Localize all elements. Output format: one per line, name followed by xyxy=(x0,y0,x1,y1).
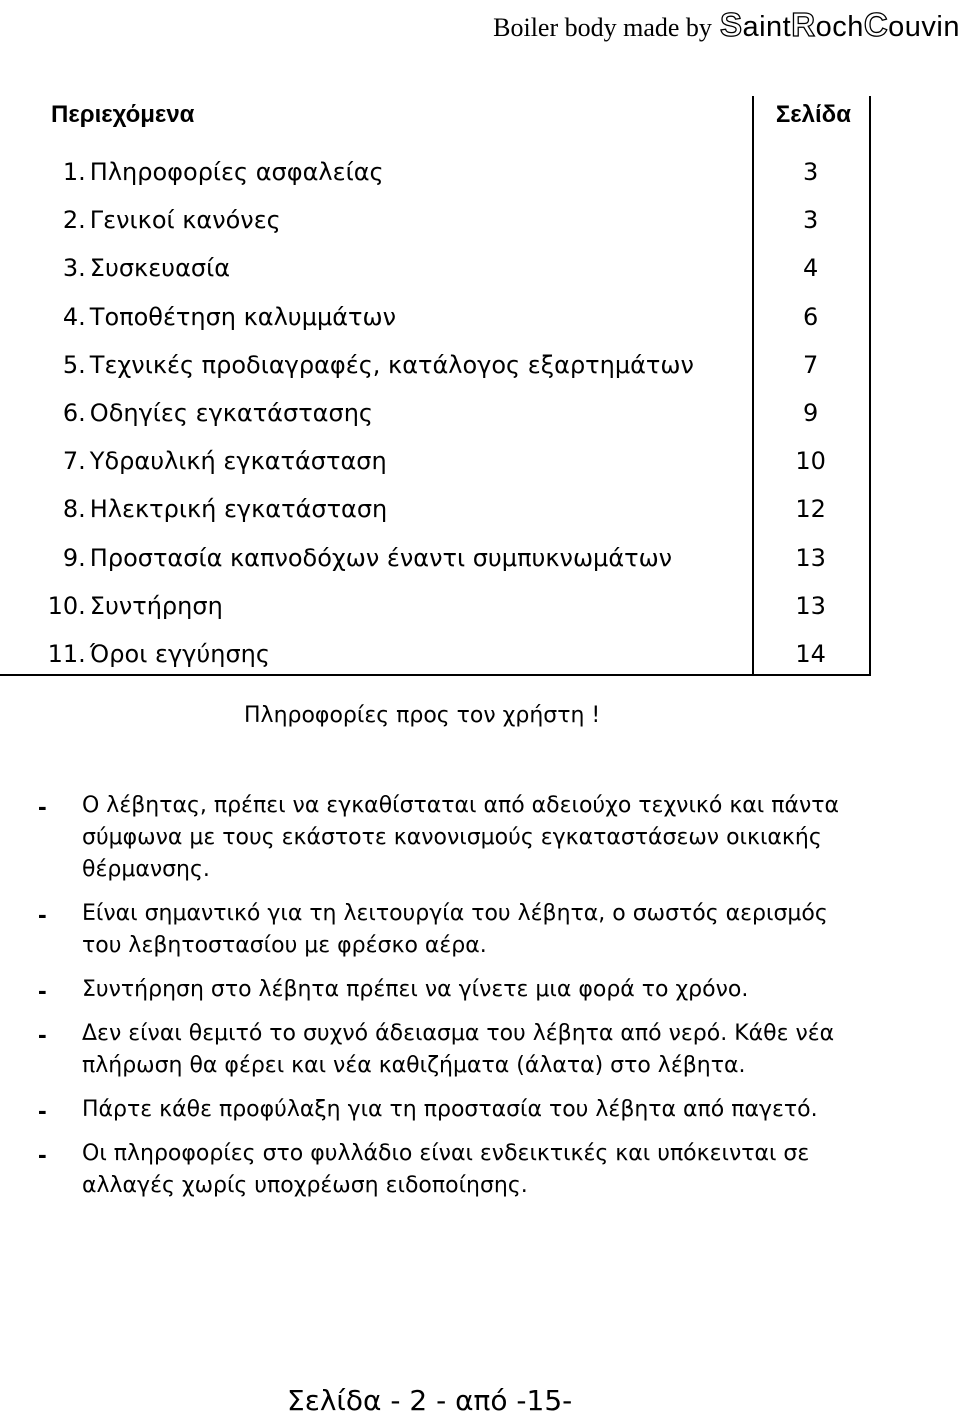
toc-item-page: 10 xyxy=(795,447,826,476)
toc-item-number: 10. xyxy=(47,591,86,620)
toc-item xyxy=(0,437,869,485)
toc-item xyxy=(0,534,869,582)
toc-item-number: 4. xyxy=(62,302,86,331)
toc-item-page: 7 xyxy=(802,350,819,379)
toc-list xyxy=(0,148,869,678)
toc-item-number: 3. xyxy=(62,254,86,283)
toc-item-number: 1. xyxy=(62,158,86,187)
brand-cap-2: R xyxy=(791,6,816,43)
toc-item-number: 6. xyxy=(62,399,86,428)
brand-rest-2: och xyxy=(815,11,864,43)
toc-item-page: 4 xyxy=(802,254,819,283)
list-item xyxy=(38,974,918,1006)
dash-marker: - xyxy=(38,899,47,929)
toc-item-number: 2. xyxy=(62,206,86,235)
toc-item-title: Τοποθέτηση καλυμμάτων xyxy=(89,302,397,331)
toc-item-page: 3 xyxy=(802,206,819,235)
page-header xyxy=(493,6,960,48)
list-item xyxy=(38,1018,918,1082)
list-item xyxy=(38,790,918,886)
header-made-by: Boiler body made by xyxy=(493,13,712,42)
list-item-text: Δεν είναι θεμιτό το συχνό άδειασμα του λέβητα από νερό. Κάθε νέα πλήρωση θα φέρει και νέα καθιζήματα (άλατα) στο λέβητα. xyxy=(82,1021,835,1078)
dash-marker: - xyxy=(38,1019,47,1049)
toc-item-page: 6 xyxy=(802,302,819,331)
toc-item-page: 13 xyxy=(795,543,826,572)
toc-item xyxy=(0,485,869,533)
toc-item xyxy=(0,148,869,196)
list-item-text: Οι πληροφορίες στο φυλλάδιο είναι ενδεικτικές και υπόκεινται σε αλλαγές χωρίς υποχρέωση ειδοποίησης. xyxy=(82,1141,810,1198)
toc-header-row xyxy=(51,101,851,129)
toc-item-title: Ηλεκτρική εγκατάσταση xyxy=(89,495,388,524)
toc-item-page: 13 xyxy=(795,591,826,620)
toc-item xyxy=(0,196,869,244)
toc-item xyxy=(0,293,869,341)
list-item xyxy=(38,898,918,962)
toc-page-heading: Σελίδα xyxy=(775,101,851,128)
list-item xyxy=(38,1138,918,1202)
toc-item-title: Συσκευασία xyxy=(89,254,231,283)
toc-item-page: 14 xyxy=(795,639,826,668)
list-item-text: Ο λέβητας, πρέπει να εγκαθίσταται από αδειούχο τεχνικό και πάντα σύμφωνα με τους εκάστοτε κανονισμούς εγκαταστάσεων οικιακής θέρμανσης. xyxy=(82,793,840,882)
list-item xyxy=(38,1094,918,1126)
user-info-list xyxy=(38,790,918,1214)
toc-item-number: 11. xyxy=(47,639,86,668)
brand-cap-3: C xyxy=(863,6,889,43)
toc-item-page: 3 xyxy=(802,158,819,187)
page-number-footer: Σελίδα - 2 - από -15- xyxy=(287,1384,573,1417)
toc-item-page: 9 xyxy=(802,399,819,428)
toc-item xyxy=(0,389,869,437)
toc-item xyxy=(0,582,869,630)
brand-cap-1: S xyxy=(719,6,743,43)
toc-item-title: Συντήρηση xyxy=(89,591,223,620)
toc-item-number: 5. xyxy=(62,350,86,379)
dash-marker: - xyxy=(38,1139,47,1169)
toc-item xyxy=(0,630,869,678)
dash-marker: - xyxy=(38,1095,47,1125)
table-of-contents xyxy=(0,96,871,676)
toc-item-title: Τεχνικές προδιαγραφές, κατάλογος εξαρτημάτων xyxy=(89,350,694,379)
toc-item-title: Υδραυλική εγκατάσταση xyxy=(89,447,387,476)
list-item-text: Είναι σημαντικό για τη λειτουργία του λέβητα, ο σωστός αερισμός του λεβητοστασίου με φρέσκο αέρα. xyxy=(82,901,828,958)
toc-item-title: Προστασία καπνοδόχων έναντι συμπυκνωμάτων xyxy=(89,543,673,572)
brand-logo xyxy=(720,6,960,44)
toc-item-title: Πληροφορίες ασφαλείας xyxy=(89,158,384,187)
toc-item xyxy=(0,244,869,292)
dash-marker: - xyxy=(38,975,47,1005)
toc-item-title: Γενικοί κανόνες xyxy=(89,206,281,235)
toc-item-title: Οδηγίες εγκατάστασης xyxy=(89,399,373,428)
toc-item-number: 7. xyxy=(62,447,86,476)
toc-item-number: 8. xyxy=(62,495,86,524)
dash-marker: - xyxy=(38,791,47,821)
list-item-text: Συντήρηση στο λέβητα πρέπει να γίνετε μια φορά το χρόνο. xyxy=(82,977,749,1002)
user-info-title: Πληροφορίες προς τον χρήστη ! xyxy=(244,703,601,728)
toc-item xyxy=(0,341,869,389)
toc-heading: Περιεχόμενα xyxy=(51,101,195,128)
brand-rest-3: ouvin xyxy=(888,11,960,43)
brand-rest-1: aint xyxy=(742,11,792,43)
toc-item-number: 9. xyxy=(62,543,86,572)
toc-item-title: Όροι εγγύησης xyxy=(89,639,270,668)
list-item-text: Πάρτε κάθε προφύλαξη για τη προστασία του λέβητα από παγετό. xyxy=(82,1097,818,1122)
toc-item-page: 12 xyxy=(795,495,826,524)
